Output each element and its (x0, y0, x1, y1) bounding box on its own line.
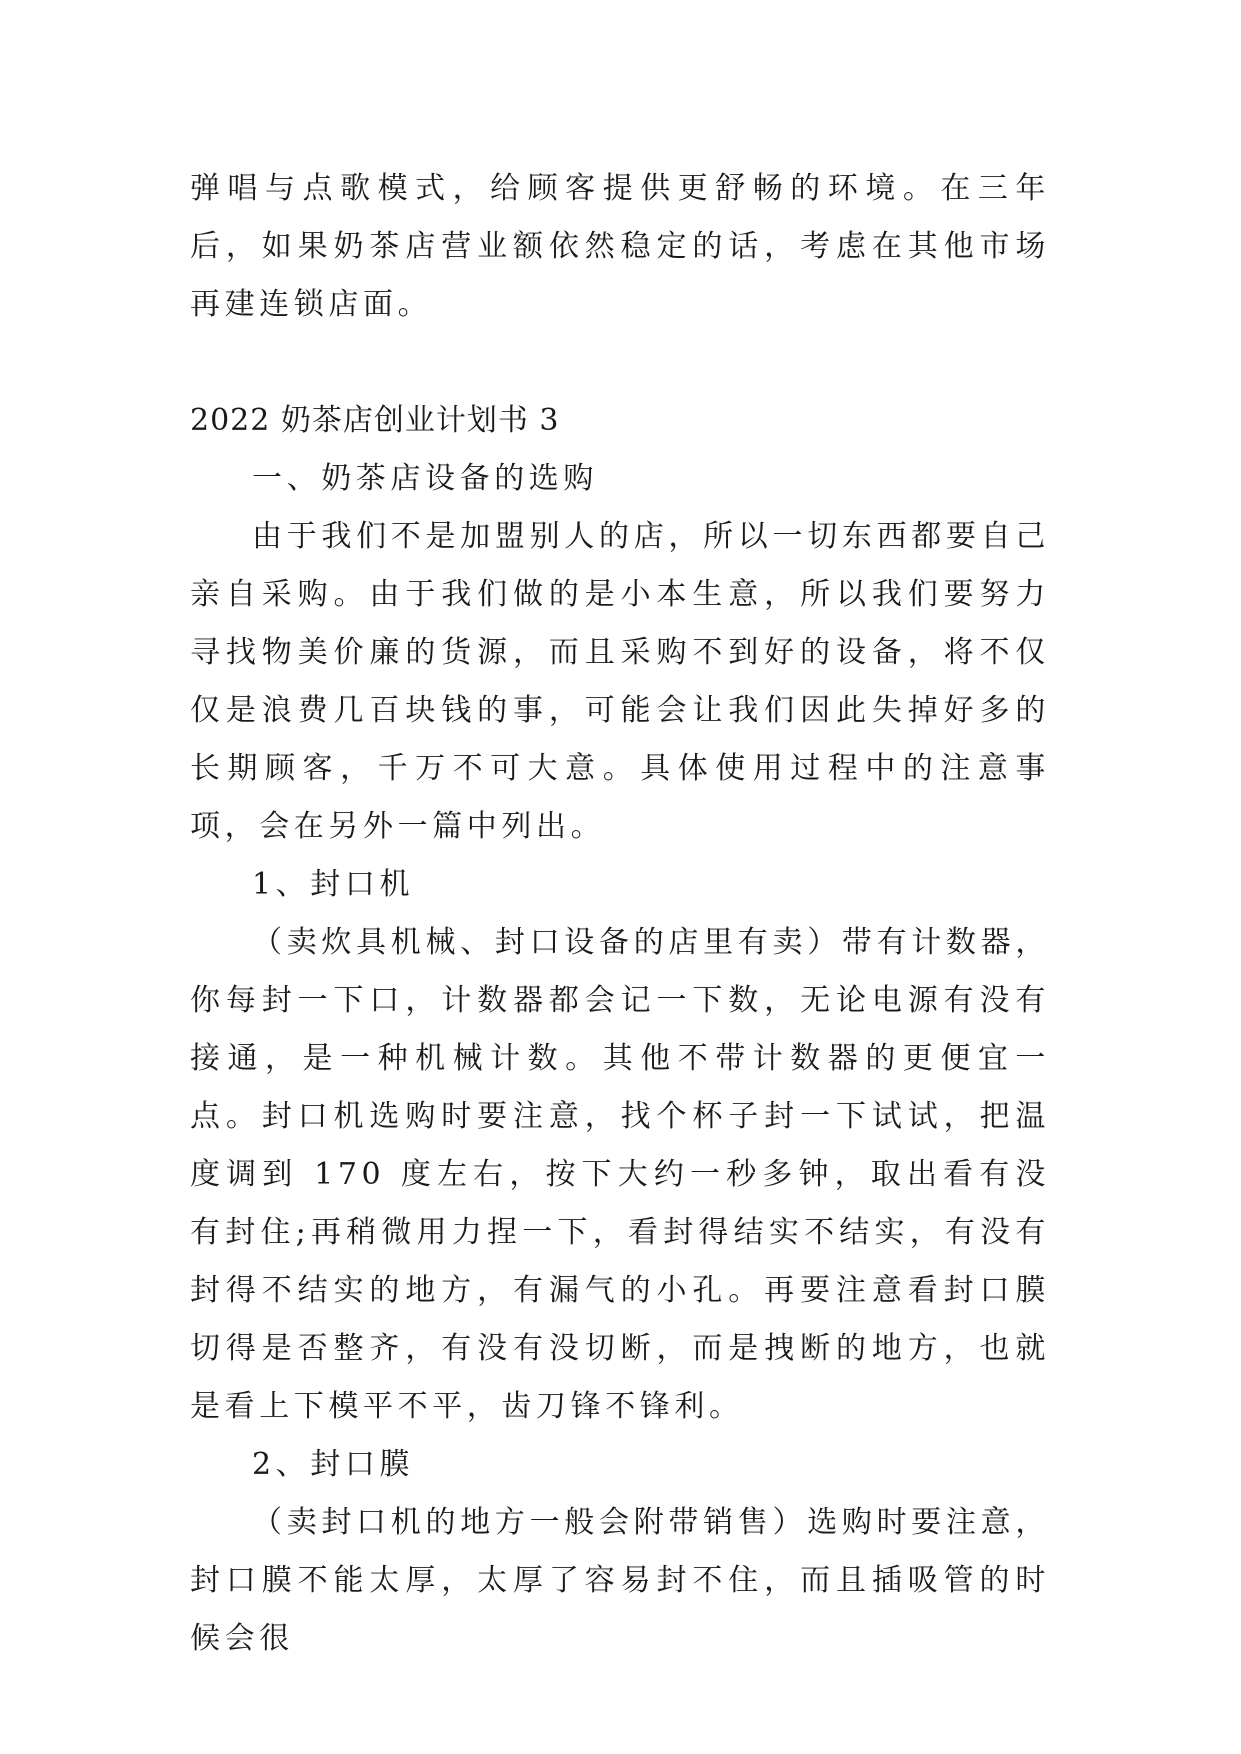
document-title: 2022 奶茶店创业计划书 3 (190, 403, 560, 438)
document-page (190, 160, 1050, 1668)
item-heading-sealing-film: 2、封口膜 (252, 1447, 415, 1482)
item-paragraph-sealing-machine: （卖炊具机械、封口设备的店里有卖）带有计数器，你每封一下口，计数器都会记一下数，无论电源有没有接通，是一种机械计数。其他不带计数器的更便宜一点。封口机选购时要注意，找个杯子封一下试试，把温度调到 170 度左右，按下大约一秒多钟，取出看有没有封住;再稍微用力捏一下，看封得结实不结实，有没有封得不结实的地方，有漏气的小孔。再要注意看封口膜切得是否整齐，有没有没切断，而是拽断的地方，也就是看上下模平不平，齿刀锋不锋利。 (190, 925, 1050, 1424)
item-heading-sealing-machine: 1、封口机 (252, 867, 415, 902)
item-paragraph-sealing-film: （卖封口机的地方一般会附带销售）选购时要注意，封口膜不能太厚，太厚了容易封不住，而且插吸管的时候会很 (190, 1505, 1050, 1656)
section-heading: 一、奶茶店设备的选购 (252, 461, 598, 496)
continued-paragraph: 弹唱与点歌模式，给顾客提供更舒畅的环境。在三年后，如果奶茶店营业额依然稳定的话，考虑在其他市场再建连锁店面。 (190, 171, 1050, 322)
section-paragraph: 由于我们不是加盟别人的店，所以一切东西都要自己亲自采购。由于我们做的是小本生意，所以我们要努力寻找物美价廉的货源，而且采购不到好的设备，将不仅仅是浪费几百块钱的事，可能会让我们因此失掉好多的长期顾客，千万不可大意。具体使用过程中的注意事项，会在另外一篇中列出。 (190, 519, 1050, 844)
